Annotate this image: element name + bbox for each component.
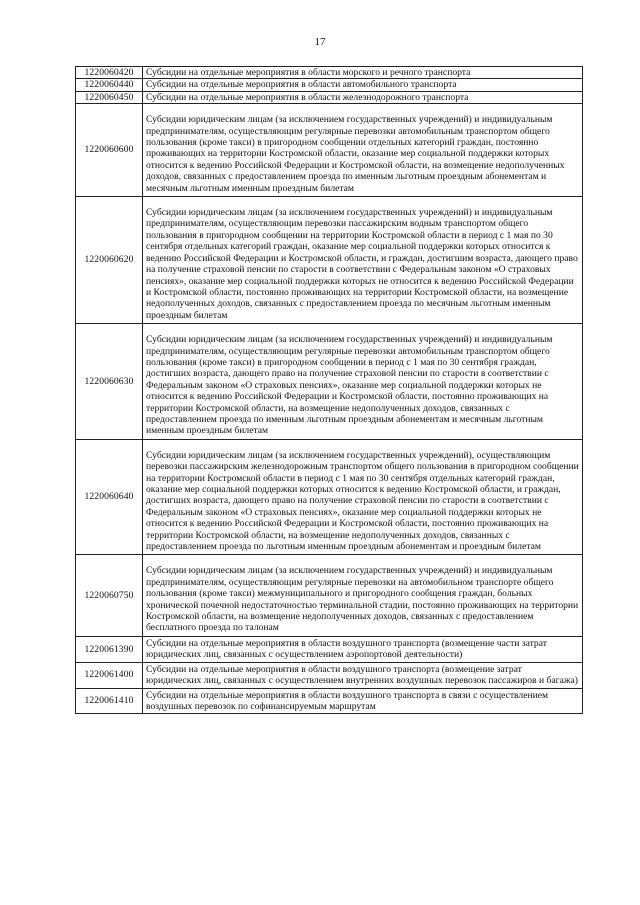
row-description: Субсидии юридическим лицам (за исключением государственных учреждений), осуществляющим перевозки пассажирским железнодорожным транспортом общего пользования в пригородном сообщении на территории Костромской области в период с 1 мая по 30 сентября отдельных категорий граждан, оказание мер социальной поддержки которых относится к ведению Костромской области, и граждан, достигших возраста, дающего право на получение страховой пенсии по старости в соответствии с Федеральным законом «О страховых пенсиях», оказание мер социальной поддержки которых не относится к ведению Российской Федерации и Костромской области, постоянно проживающих на территории Костромской области, на возмещение недополученных доходов, связанных с предоставлением проезда по льготным именным проездным абонементам и проездным билетам [143, 439, 583, 555]
row-description: Субсидии юридическим лицам (за исключением государственных учреждений) и индивидуальным предпринимателям, осуществляющим регулярные перевозки автомобильным транспортом общего пользования (кроме такси) в пригородном сообщении отдельных категорий граждан, постоянно проживающих на территории Костромской области, оказание мер социальной поддержки которых относится к ведению Российской Федерации и Костромской области, на возмещение недополученных доходов, связанных с предоставлением проезда по именным льготным проездным абонементам и месячным льготным именным проездным билетам [143, 104, 583, 197]
table-row [76, 79, 583, 91]
row-description: Субсидии юридическим лицам (за исключением государственных учреждений) и индивидуальным предпринимателям, осуществляющим регулярные перевозки на автомобильном транспорте общего пользования (кроме такси) межмуниципального и пригородного сообщения граждан, больных хронической почечной недостаточностью терминальной стадии, постоянно проживающих на территории Костромской области, на возмещение недополученных доходов, связанных с предоставлением бесплатного проезда по талонам [143, 555, 583, 636]
row-description: Субсидии юридическим лицам (за исключением государственных учреждений) и индивидуальным предпринимателям, осуществляющим регулярные перевозки автомобильным транспортом общего пользования (кроме такси) в пригородном сообщении в период с 1 мая по 30 сентября граждан, достигших возраста, дающего право на получение страховой пенсии по старости в соответствии с Федеральным законом «О страховых пенсиях», оказание мер социальной поддержки которых не относится к ведению Российской Федерации и Костромской области, постоянно проживающих на территории Костромской области, на возмещение недополученных доходов, связанных с предоставлением проезда по именным льготным проездным абонементам и месячным льготным именным проездным билетам [143, 324, 583, 440]
row-description: Субсидии на отдельные мероприятия в области воздушного транспорта в связи с осуществлением воздушных перевозок по софинансируемым маршрутам [143, 688, 583, 714]
row-code: 1220060450 [76, 91, 143, 103]
row-description: Субсидии юридическим лицам (за исключением государственных учреждений) и индивидуальным предпринимателям, осуществляющим перевозки пассажирским водным транспортом общего пользования в пригородном сообщении на территории Костромской области в период с 1 мая по 30 сентября отдельных категорий граждан, оказание мер социальной поддержки которых относится к ведению Российской Федерации и Костромской области, и граждан, достигшим возраста, дающего право на получение страховой пенсии по старости в соответствии с Федеральным законом «О страховых пенсиях», оказание мер социальной поддержки которых не относится к ведению Российской Федерации и Костромской области, постоянно проживающих на территории Костромской области, на возмещение недополученных доходов, связанных с предоставлением проезда по месячным льготным именным проездным билетам [143, 197, 583, 324]
table-row [76, 67, 583, 79]
row-description: Субсидии на отдельные мероприятия в области морского и речного транспорта [143, 67, 583, 79]
table-row [76, 91, 583, 103]
budget-classification-table [75, 66, 583, 714]
row-code: 1220061400 [76, 662, 143, 688]
row-code: 1220060420 [76, 67, 143, 79]
row-code: 1220060620 [76, 197, 143, 324]
table-row [76, 688, 583, 714]
table-row [76, 197, 583, 324]
row-description: Субсидии на отдельные мероприятия в области воздушного транспорта (возмещение части затрат юридических лиц, связанных с осуществлением аэропортовой деятельности) [143, 636, 583, 662]
table-row [76, 636, 583, 662]
row-code: 1220060640 [76, 439, 143, 555]
row-description: Субсидии на отдельные мероприятия в области железнодорожного транспорта [143, 91, 583, 103]
table-row [76, 324, 583, 440]
row-description: Субсидии на отдельные мероприятия в области автомобильного транспорта [143, 79, 583, 91]
row-description: Субсидии на отдельные мероприятия в области воздушного транспорта (возмещение затрат юридических лиц, связанных с осуществлением внутренних воздушных перевозок пассажиров и багажа) [143, 662, 583, 688]
page-number: 17 [314, 36, 326, 48]
row-code: 1220060750 [76, 555, 143, 636]
row-code: 1220061390 [76, 636, 143, 662]
table-row [76, 555, 583, 636]
row-code: 1220061410 [76, 688, 143, 714]
table-row [76, 104, 583, 197]
row-code: 1220060440 [76, 79, 143, 91]
table-row [76, 662, 583, 688]
row-code: 1220060600 [76, 104, 143, 197]
table-row [76, 439, 583, 555]
row-code: 1220060630 [76, 324, 143, 440]
